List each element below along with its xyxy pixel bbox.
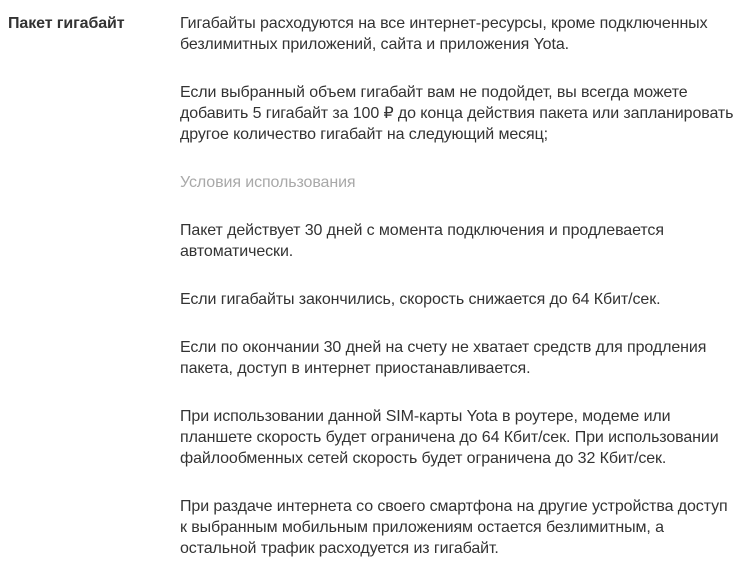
terms-paragraph: Пакет действует 30 дней с момента подключения и продлевается автоматически.	[180, 222, 664, 260]
usage-terms-heading: Условия использования	[180, 174, 356, 191]
intro-paragraph: Гигабайты расходуются на все интернет-ресурсы, кроме подключенных безлимитных приложений, сайта и приложения Yota.	[180, 15, 708, 53]
terms-paragraph: Если по окончании 30 дней на счету не хватает средств для продления пакета, доступ в интернет приостанавливается.	[180, 339, 707, 377]
intro-paragraph: Если выбранный объем гигабайт вам не подойдет, вы всегда можете добавить 5 гигабайт за 100 ₽ до конца действия пакета или запланировать другое количество гигабайт на следующий месяц;	[180, 84, 734, 143]
term-label: Пакет гигабайт	[8, 15, 125, 32]
terms-paragraph: Если гигабайты закончились, скорость снижается до 64 Кбит/сек.	[180, 291, 661, 308]
terms-paragraph: При использовании данной SIM-карты Yota в роутере, модеме или планшете скорость будет ограничена до 64 Кбит/сек. При использовании файлообменных сетей скорость будет ограничена до 32 Кбит/сек.	[180, 408, 719, 467]
terms-paragraph: При раздаче интернета со своего смартфона на другие устройства доступ к выбранным мобильным приложениям остается безлимитным, а остальной трафик расходуется из гигабайт.	[180, 498, 728, 557]
term-description	[180, 13, 736, 586]
